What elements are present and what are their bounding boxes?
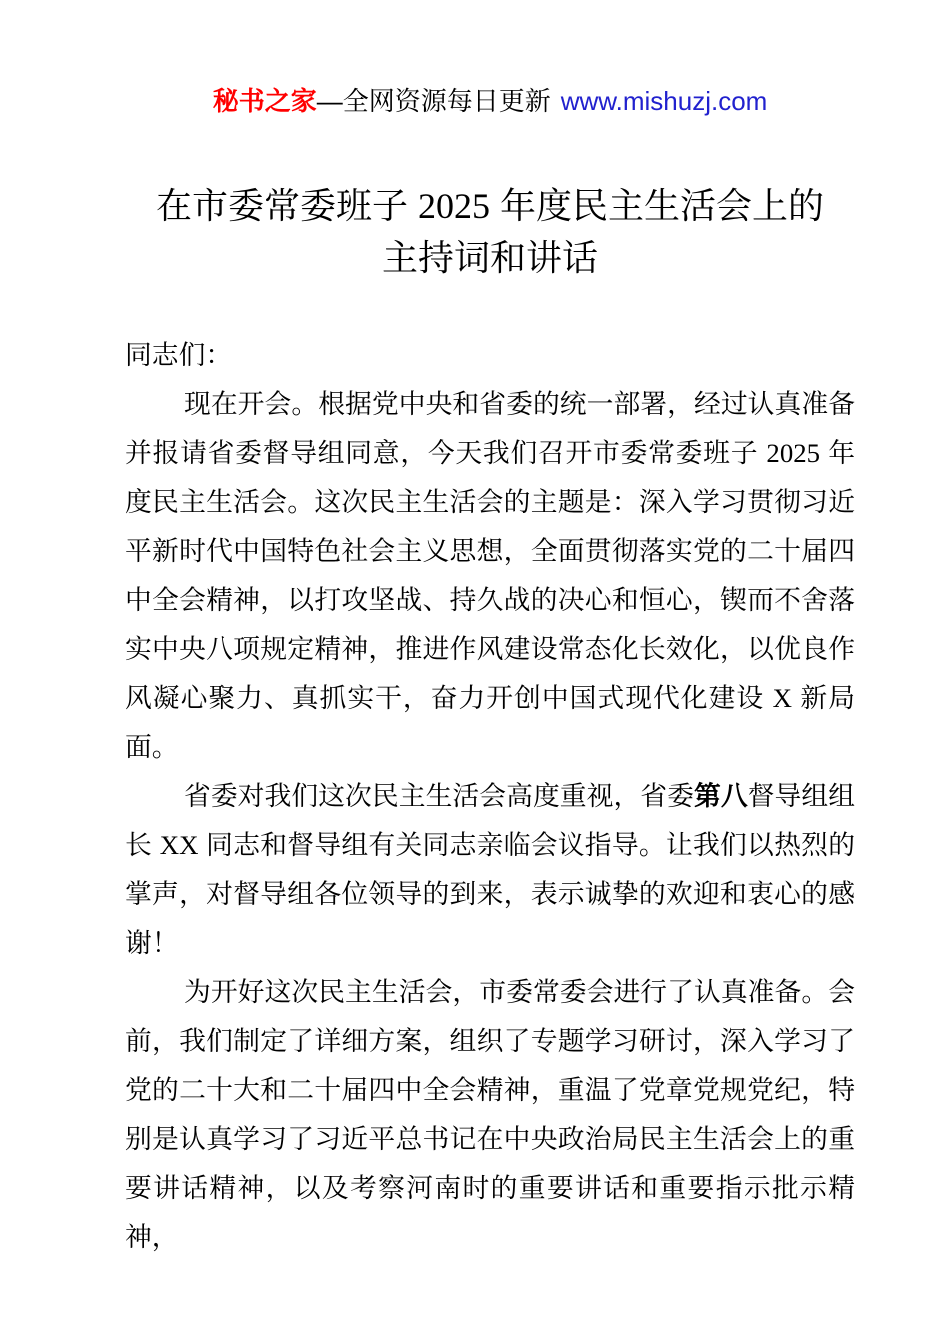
body-placeholder-xx: XX [159,830,199,860]
body-text-run: 新局面。 [125,683,855,762]
title-year-number: 2025 [418,186,490,226]
paragraph-supervision-group [125,772,855,968]
body-text-run: 同志和督导组有关同志亲临会议指导。让我们以热烈的掌声，对督导组各位领导的到来，表示诚挚的欢迎和衷心的感谢！ [125,830,855,958]
paragraph-preparation [125,968,855,1262]
body-emphasis-run: 第八 [694,781,748,811]
body-year-number: 2025 [766,438,821,468]
site-brand-text: 秘书之家 [212,86,317,116]
title-text-run: 年度民主生活会上的 [490,185,825,226]
body-text-run: 督导组组长 [125,781,856,860]
body-text-run: 现在开会。根据党中央和省委的统一部署，经过认真准备并报请省委督导组同意，今天我们召开市委常委班子 [125,389,855,468]
title-text-run: 主持词和讲话 [381,237,598,278]
salutation: 同志们： [125,340,233,370]
document-title-line-2 [125,232,855,284]
body-placeholder-x: X [772,683,792,713]
body-text-run: 年度民主生活会。这次民主生活会的主题是：深入学习贯彻习近平新时代中国特色社会主义思想，全面贯彻落实党的二十届四中全会精神，以打攻坚战、持久战的决心和恒心，锲而不舍落实中央八项规定精神，推进作风建设常态化长效化，以优良作风凝心聚力、真抓实干，奋力开创中国式现代化建设 [125,438,855,713]
title-text-run: 在市委常委班子 [155,185,418,226]
paragraph-opening [125,380,855,772]
site-url-link[interactable]: www.mishuzj.com [560,86,768,116]
site-header [125,0,855,118]
site-tagline-text: —全网资源每日更新 [316,86,551,116]
document-title-line-1 [125,180,855,232]
document-body [125,331,855,1262]
body-text-run: 省委对我们这次民主生活会高度重视，省委 [184,781,694,811]
document-title [125,180,855,284]
body-text-run: 为开好这次民主生活会，市委常委会进行了认真准备。会前，我们制定了详细方案，组织了专题学习研讨，深入学习了党的二十大和二十届四中全会精神，重温了党章党规党纪，特别是认真学习了习近平总书记在中央政治局民主生活会上的重要讲话精神，以及考察河南时的重要讲话和重要指示批示精神， [125,977,855,1252]
